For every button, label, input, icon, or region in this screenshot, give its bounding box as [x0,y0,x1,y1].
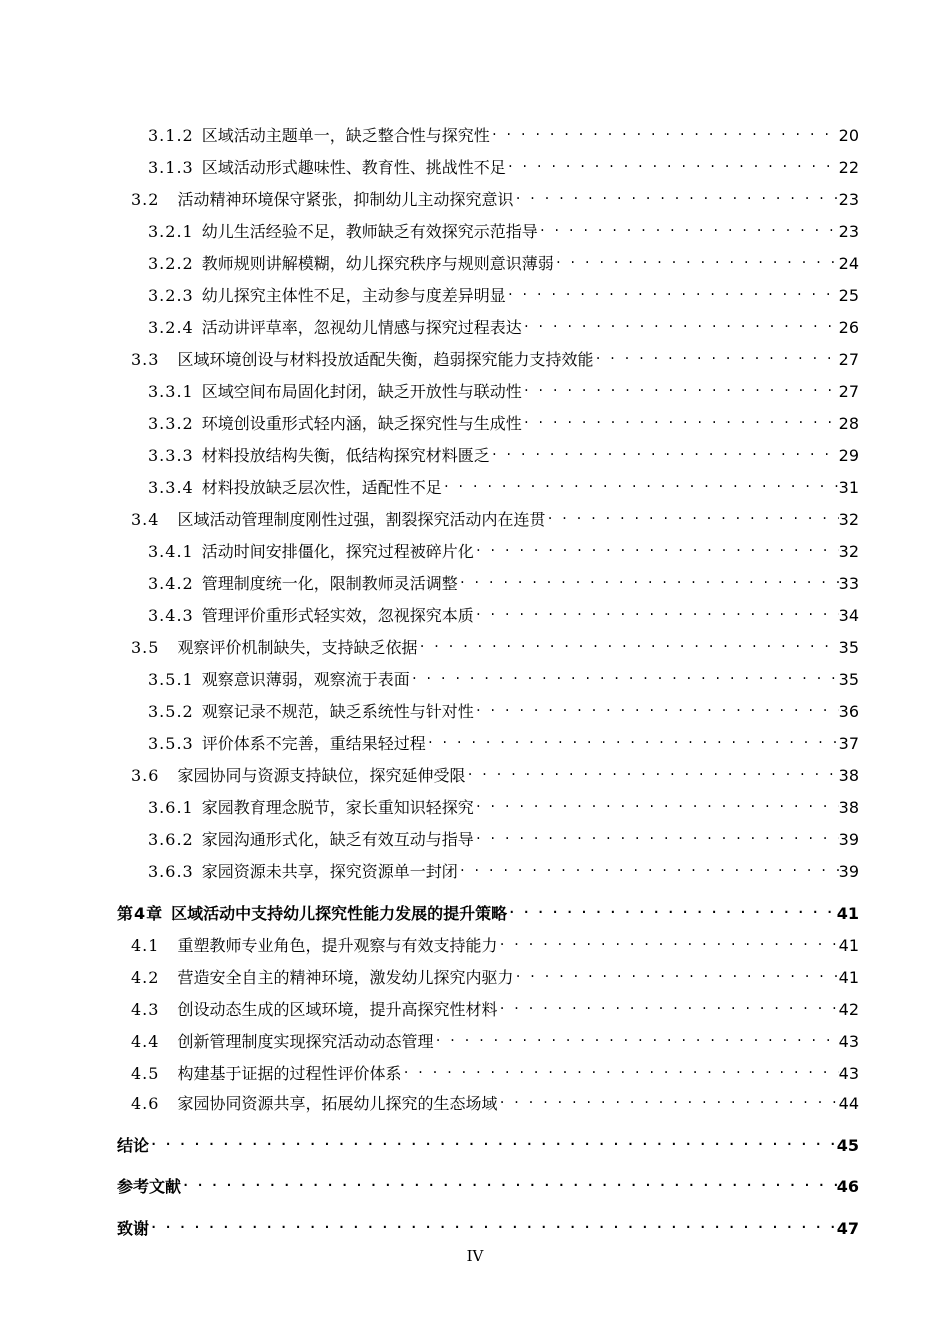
toc-entry[interactable] [148,793,859,818]
toc-entry-page: 25 [838,286,859,305]
toc-entry[interactable] [148,281,859,306]
toc-entry-title: 幼儿探究主体性不足，主动参与度差异明显 [201,286,506,305]
toc-entry-title: 致谢 [117,1219,150,1238]
toc-entry[interactable] [148,729,859,754]
toc-entry-title: 区域活动主题单一，缺乏整合性与探究性 [201,126,490,145]
toc-leader-dots [474,601,839,621]
toc-entry-number: 3.6 [131,766,160,785]
toc-leader-dots [507,899,837,919]
toc-entry-title: 家园协同与资源支持缺位，探究延伸受限 [177,766,466,785]
toc-entry-title: 家园资源未共享，探究资源单一封闭 [201,862,458,881]
toc-entry-title: 环境创设重形式轻内涵，缺乏探究性与生成性 [201,414,522,433]
toc-entry-number: 3.6.3 [148,862,194,881]
toc-entry-title: 参考文献 [117,1177,182,1196]
toc-entry-page: 46 [836,1177,859,1196]
toc-leader-dots [181,1172,837,1192]
toc-entry-page: 35 [838,638,859,657]
toc-chapter-entry[interactable] [117,1172,859,1197]
toc-leader-dots [465,761,838,781]
toc-entry-page: 24 [838,254,859,273]
toc-entry-number: 4.3 [131,1000,160,1019]
toc-entry-title: 观察记录不规范，缺乏系统性与针对性 [201,702,474,721]
toc-entry-number: 3.6.2 [148,830,194,849]
toc-entry-title: 区域活动形式趣味性、教育性、挑战性不足 [201,158,506,177]
toc-entry[interactable] [131,1089,859,1114]
toc-entry-title: 材料投放结构失衡，低结构探究材料匮乏 [201,446,490,465]
toc-entry[interactable] [148,377,859,402]
toc-entry[interactable] [131,505,859,530]
toc-entry-number: 3.3.2 [148,414,194,433]
toc-entry-page: 37 [838,734,859,753]
toc-entry-page: 23 [838,222,859,241]
toc-leader-dots [426,729,839,749]
toc-entry-title: 营造安全自主的精神环境，激发幼儿探究内驱力 [177,968,514,987]
toc-entry[interactable] [131,1027,859,1052]
toc-entry-page: 38 [838,766,859,785]
toc-leader-dots [149,1131,837,1151]
toc-entry-number: 3.4 [131,510,160,529]
toc-entry-page: 38 [838,798,859,817]
toc-leader-dots [474,793,839,813]
toc-entry-page: 26 [838,318,859,337]
toc-leader-dots [593,345,838,365]
toc-entry-title: 区域环境创设与材料投放适配失衡，趋弱探究能力支持效能 [177,350,594,369]
toc-entry-number: 3.3 [131,350,160,369]
toc-leader-dots [149,1214,837,1234]
toc-entry[interactable] [148,313,859,338]
toc-entry-page: 36 [838,702,859,721]
toc-entry[interactable] [131,761,859,786]
toc-entry-number: 3.2.3 [148,286,194,305]
toc-entry-number: 3.6.1 [148,798,194,817]
toc-entry-title: 家园协同资源共享，拓展幼儿探究的生态场域 [177,1094,498,1113]
toc-leader-dots [522,377,839,397]
toc-entry-number: 3.5 [131,638,160,657]
toc-entry-number: 3.2 [131,190,160,209]
toc-entry-page: 23 [838,190,859,209]
toc-entry[interactable] [131,963,859,988]
toc-leader-dots [497,995,838,1015]
toc-entry-number: 3.4.1 [148,542,194,561]
toc-entry-number: 4.6 [131,1094,160,1113]
toc-entry-title: 创设动态生成的区域环境，提升高探究性材料 [177,1000,498,1019]
toc-entry[interactable] [148,409,859,434]
toc-entry-number: 3.5.3 [148,734,194,753]
toc-entry-title: 结论 [117,1136,150,1155]
toc-entry[interactable] [131,633,859,658]
toc-entry-number: 3.2.1 [148,222,194,241]
toc-entry[interactable] [148,537,859,562]
toc-entry-title: 幼儿生活经验不足，教师缺乏有效探究示范指导 [201,222,538,241]
toc-entry-number: 3.2.2 [148,254,194,273]
toc-entry-number: 3.3.3 [148,446,194,465]
toc-leader-dots [554,249,839,269]
toc-entry[interactable] [148,601,859,626]
toc-entry-title: 活动精神环境保守紧张，抑制幼儿主动探究意识 [177,190,514,209]
toc-leader-dots [545,505,838,525]
toc-entry-page: 22 [838,158,859,177]
toc-leader-dots [410,665,839,685]
toc-entry-title: 观察评价机制缺失，支持缺乏依据 [177,638,418,657]
toc-entry[interactable] [148,697,859,722]
toc-entry-page: 27 [838,382,859,401]
toc-chapter-entry[interactable] [117,1214,859,1239]
toc-entry-number: 4.2 [131,968,160,987]
toc-entry-title: 评价体系不完善，重结果轻过程 [201,734,426,753]
toc-leader-dots [538,217,839,237]
toc-entry[interactable] [148,121,859,146]
toc-entry-number: 3.5.1 [148,670,194,689]
toc-entry-page: 34 [838,606,859,625]
toc-entry[interactable] [148,665,859,690]
toc-leader-dots [490,441,839,461]
toc-entry[interactable] [148,153,859,178]
toc-entry-title: 区域空间布局固化封闭，缺乏开放性与联动性 [201,382,522,401]
toc-entry[interactable] [148,569,859,594]
toc-entry-page: 43 [838,1064,859,1083]
toc-entry-number: 4.4 [131,1032,160,1051]
toc-entry-number: 3.1.2 [148,126,194,145]
toc-leader-dots [458,569,839,589]
toc-entry[interactable] [131,345,859,370]
toc-entry[interactable] [148,825,859,850]
toc-entry-number: 4.1 [131,936,160,955]
toc-entry-title: 活动时间安排僵化，探究过程被碎片化 [201,542,474,561]
toc-leader-dots [417,633,838,653]
toc-entry-title: 构建基于证据的过程性评价体系 [177,1064,402,1083]
toc-entry-number: 3.1.3 [148,158,194,177]
toc-entry-page: 44 [838,1094,859,1113]
toc-entry-number: 3.5.2 [148,702,194,721]
toc-leader-dots [490,121,839,141]
toc-entry[interactable] [131,931,859,956]
toc-entry-page: 41 [838,968,859,987]
toc-entry-title: 区域活动中支持幼儿探究性能力发展的提升策略 [171,904,508,923]
toc-entry-title: 材料投放缺乏层次性，适配性不足 [201,478,442,497]
toc-entry[interactable] [148,249,859,274]
toc-leader-dots [497,1089,838,1109]
toc-leader-dots [506,153,839,173]
toc-entry-page: 33 [838,574,859,593]
toc-leader-dots [522,409,839,429]
toc-entry[interactable] [131,995,859,1020]
toc-entry-page: 42 [838,1000,859,1019]
toc-entry-page: 39 [838,830,859,849]
toc-leader-dots [513,185,838,205]
toc-entry-page: 45 [836,1136,859,1155]
toc-entry-title: 教师规则讲解模糊，幼儿探究秩序与规则意识薄弱 [201,254,554,273]
toc-leader-dots [401,1059,838,1079]
toc-leader-dots [442,473,839,493]
toc-entry-page: 29 [838,446,859,465]
toc-entry-page: 31 [838,478,859,497]
toc-entry-title: 家园教育理念脱节，家长重知识轻探究 [201,798,474,817]
toc-leader-dots [474,697,839,717]
toc-entry[interactable] [131,1059,859,1084]
toc-chapter-entry[interactable] [117,1131,859,1156]
toc-entry-page: 41 [836,904,859,923]
toc-entry[interactable] [148,441,859,466]
toc-leader-dots [522,313,839,333]
toc-leader-dots [474,537,839,557]
toc-entry-title: 管理制度统一化，限制教师灵活调整 [201,574,458,593]
toc-entry-title: 区域活动管理制度刚性过强，割裂探究活动内在连贯 [177,510,546,529]
toc-entry-title: 家园沟通形式化，缺乏有效互动与指导 [201,830,474,849]
toc-entry-title: 观察意识薄弱，观察流于表面 [201,670,410,689]
toc-leader-dots [474,825,839,845]
toc-entry-number: 第4章 [117,904,164,923]
toc-entry-number: 3.4.3 [148,606,194,625]
toc-entry[interactable] [148,473,859,498]
toc-entry[interactable] [148,857,859,882]
toc-entry[interactable] [148,217,859,242]
toc-entry-page: 41 [838,936,859,955]
toc-entry-title: 重塑教师专业角色，提升观察与有效支持能力 [177,936,498,955]
toc-entry-page: 43 [838,1032,859,1051]
toc-entry-number: 3.3.1 [148,382,194,401]
toc-entry-title: 管理评价重形式轻实效，忽视探究本质 [201,606,474,625]
toc-entry-number: 3.3.4 [148,478,194,497]
toc-entry-page: 20 [838,126,859,145]
toc-leader-dots [513,963,838,983]
page-number: IV [466,1247,484,1265]
toc-entry-page: 28 [838,414,859,433]
toc-entry-page: 47 [836,1219,859,1238]
toc-entry-title: 创新管理制度实现探究活动动态管理 [177,1032,434,1051]
toc-entry-number: 4.5 [131,1064,160,1083]
toc-leader-dots [497,931,838,951]
toc-entry-page: 27 [838,350,859,369]
toc-leader-dots [458,857,839,877]
toc-entry-page: 32 [838,542,859,561]
toc-leader-dots [506,281,839,301]
toc-leader-dots [433,1027,838,1047]
toc-entry-number: 3.4.2 [148,574,194,593]
toc-entry-page: 32 [838,510,859,529]
toc-chapter-entry[interactable] [117,899,859,924]
toc-entry-number: 3.2.4 [148,318,194,337]
toc-entry-page: 39 [838,862,859,881]
toc-entry-page: 35 [838,670,859,689]
toc-entry-title: 活动讲评草率，忽视幼儿情感与探究过程表达 [201,318,522,337]
toc-entry[interactable] [131,185,859,210]
